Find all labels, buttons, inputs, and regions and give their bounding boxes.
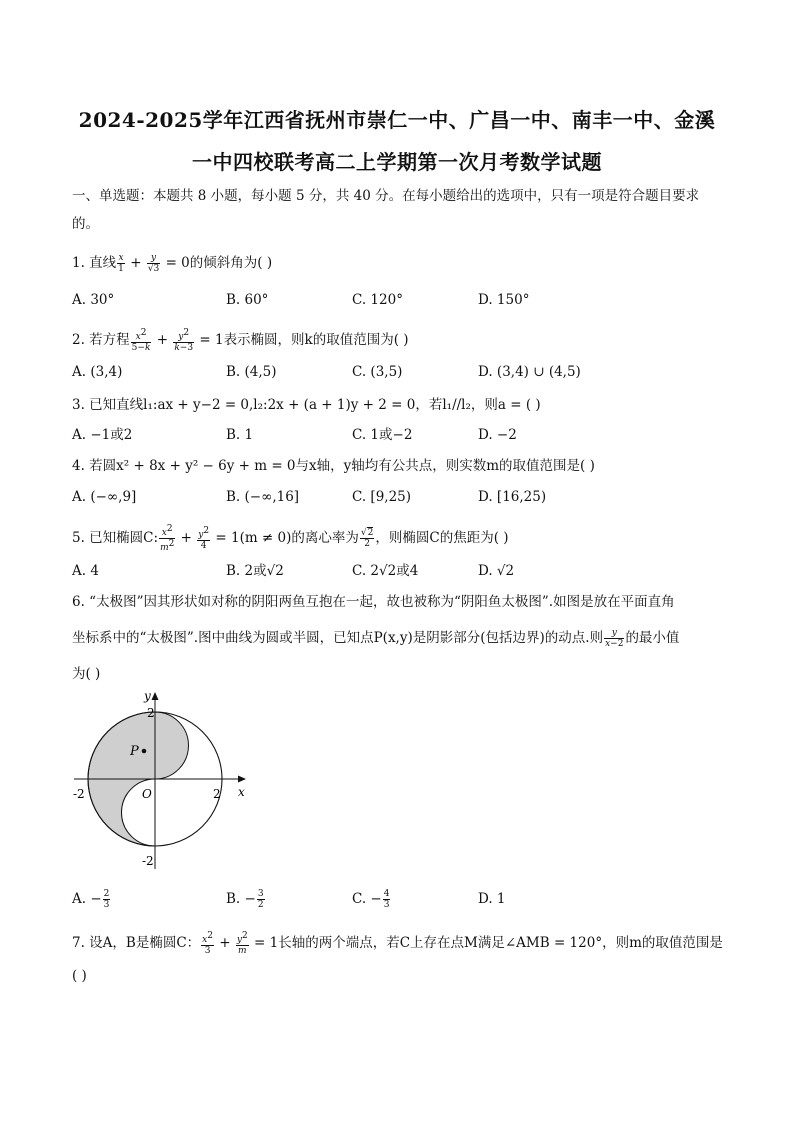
question-7: 7. 设A，B是椭圆C： $\frac{x^2}{3}$ + $\frac{y^2}{m}$ = 1长轴的两个端点，若C上存在点M满足∠AMB = 120°，则m的取值范围是 — [72, 931, 723, 956]
question-7-prefix: 7. 设A，B是椭圆C： — [72, 935, 201, 951]
label-x: x — [238, 785, 245, 799]
label-origin: O — [142, 787, 152, 801]
label-y: y — [144, 689, 151, 703]
question-7-line2: ( ) — [72, 968, 87, 984]
question-6-line2 — [72, 628, 722, 649]
question-2-suffix: 表示椭圆，则k的取值范围为( ) — [223, 332, 409, 348]
q3-option-c[interactable]: C. 1或−2 — [352, 427, 413, 443]
y-axis-arrow — [152, 692, 159, 700]
q1-option-c[interactable]: C. 120° — [352, 292, 403, 308]
question-7-suffix: 长轴的两个端点，若C上存在点M满足∠AMB = 120°，则m的取值范围是 — [278, 935, 723, 951]
formula-frac: $\frac{y^2}{m}$ — [236, 931, 248, 956]
question-5-suffix: ，则椭圆C的焦距为( ) — [375, 530, 509, 546]
exam-title-line1: 2024-2025学年江西省抚州市崇仁一中、广昌一中、南丰一中、金溪 — [78, 108, 716, 132]
question-2: 2. 若方程 $\frac{x^2}{5-k}$ + $\frac{y^2}{k-3}$ = 1表示椭圆，则k的取值范围为( ) — [72, 328, 409, 353]
tick-left: -2 — [73, 787, 85, 801]
question-1-suffix: 的倾斜角为( ) — [189, 255, 273, 271]
q6-option-c[interactable]: C. − $\frac{4}{3}$ — [352, 889, 390, 910]
exam-title-line2: 一中四校联考高二上学期第一次月考数学试题 — [192, 150, 602, 174]
tick-right: 2 — [213, 787, 221, 801]
q4-option-b[interactable]: B. (−∞,16] — [226, 489, 300, 505]
q6-option-d[interactable]: D. 1 — [478, 891, 506, 907]
question-4: 4. 若圆x² + 8x + y² − 6y + m = 0与x轴，y轴均有公共点，则实数m的取值范围是( ) — [72, 458, 595, 474]
question-5-mid: (m ≠ 0)的离心率为 — [239, 530, 359, 546]
q2-option-a[interactable]: A. (3,4) — [72, 364, 123, 380]
label-p: P — [130, 744, 139, 759]
question-6-line2-prefix: 坐标系中的“太极图”.图中曲线为圆或半圆，已知点P(x,y)是阴影部分(包括边界)的动点.则 — [72, 630, 604, 646]
taiji-diagram — [70, 686, 260, 871]
q2-option-d[interactable]: D. (3,4) ∪ (4,5) — [478, 364, 581, 380]
formula-frac: $\frac{x}{1}$ — [118, 253, 124, 274]
question-3: 3. 已知直线l₁:ax + y−2 = 0,l₂:2x + (a + 1)y + 2 = 0，若l₁//l₂，则a = ( ) — [72, 397, 541, 413]
formula-frac: $\frac{y^2}{k-3}$ — [174, 328, 194, 353]
formula-frac: $\frac{√2}{2}$ — [360, 528, 374, 549]
question-1: 1. 直线 $\frac{x}{1}$ + $\frac{y}{√3}$ = 0的倾斜角为( ) — [72, 253, 273, 274]
q5-option-b[interactable]: B. 2或√2 — [226, 563, 284, 579]
q5-option-d[interactable]: D. √2 — [478, 563, 515, 579]
formula-frac: $\frac{y}{x-2}$ — [605, 628, 624, 649]
q1-option-b[interactable]: B. 60° — [226, 292, 269, 308]
question-5-prefix: 5. 已知椭圆C: — [72, 530, 159, 546]
section-heading-cont: 的。 — [72, 216, 99, 232]
q2-option-c[interactable]: C. (3,5) — [352, 364, 403, 380]
question-5: 5. 已知椭圆C: $\frac{x^2}{m^2}$ + $\frac{y^2}{4}$ = 1(m ≠ 0)的离心率为 $\frac{√2}{2}$ ，则椭圆C的焦距为( ) — [72, 524, 509, 553]
q1-option-d[interactable]: D. 150° — [478, 292, 530, 308]
q4-option-d[interactable]: D. [16,25) — [478, 489, 547, 505]
q1-option-a[interactable]: A. 30° — [72, 292, 115, 308]
question-6-line2-suffix: 的最小值 — [625, 630, 680, 646]
question-1-prefix: 1. 直线 — [72, 255, 117, 271]
q3-option-d[interactable]: D. −2 — [478, 427, 517, 443]
q2-option-b[interactable]: B. (4,5) — [226, 364, 277, 380]
formula-frac: $\frac{x^2}{5-k}$ — [131, 328, 151, 353]
formula-frac: $\frac{x^2}{m^2}$ — [160, 524, 175, 553]
formula-frac: $\frac{y^2}{4}$ — [198, 526, 210, 551]
x-axis-arrow — [238, 776, 246, 783]
q5-option-c[interactable]: C. 2√2或4 — [352, 563, 419, 579]
tick-top: 2 — [147, 706, 155, 720]
q3-option-b[interactable]: B. 1 — [226, 427, 254, 443]
q6-option-a[interactable]: A. − $\frac{2}{3}$ — [72, 889, 110, 910]
formula-frac: $\frac{y}{√3}$ — [147, 253, 160, 274]
taiji-figure — [70, 686, 260, 875]
q6-option-b[interactable]: B. − $\frac{3}{2}$ — [226, 889, 264, 910]
q4-option-c[interactable]: C. [9,25) — [352, 489, 412, 505]
point-p — [142, 749, 147, 754]
question-6: 6. “太极图”因其形状如对称的阴阳两鱼互抱在一起，故也被称为“阴阳鱼太极图”.如图是放在平面直角 — [72, 594, 675, 610]
q3-option-a[interactable]: A. −1或2 — [72, 427, 133, 443]
formula-frac: $\frac{x^2}{3}$ — [202, 931, 213, 956]
question-6-line3: 为( ) — [72, 666, 101, 682]
q4-option-a[interactable]: A. (−∞,9] — [72, 489, 137, 505]
question-2-prefix: 2. 若方程 — [72, 332, 130, 348]
tick-bottom: -2 — [142, 854, 154, 868]
section-heading: 一、单选题：本题共 8 小题，每小题 5 分，共 40 分。在每小题给出的选项中，只有一项是符合题目要求 — [72, 188, 700, 204]
q5-option-a[interactable]: A. 4 — [72, 563, 99, 579]
